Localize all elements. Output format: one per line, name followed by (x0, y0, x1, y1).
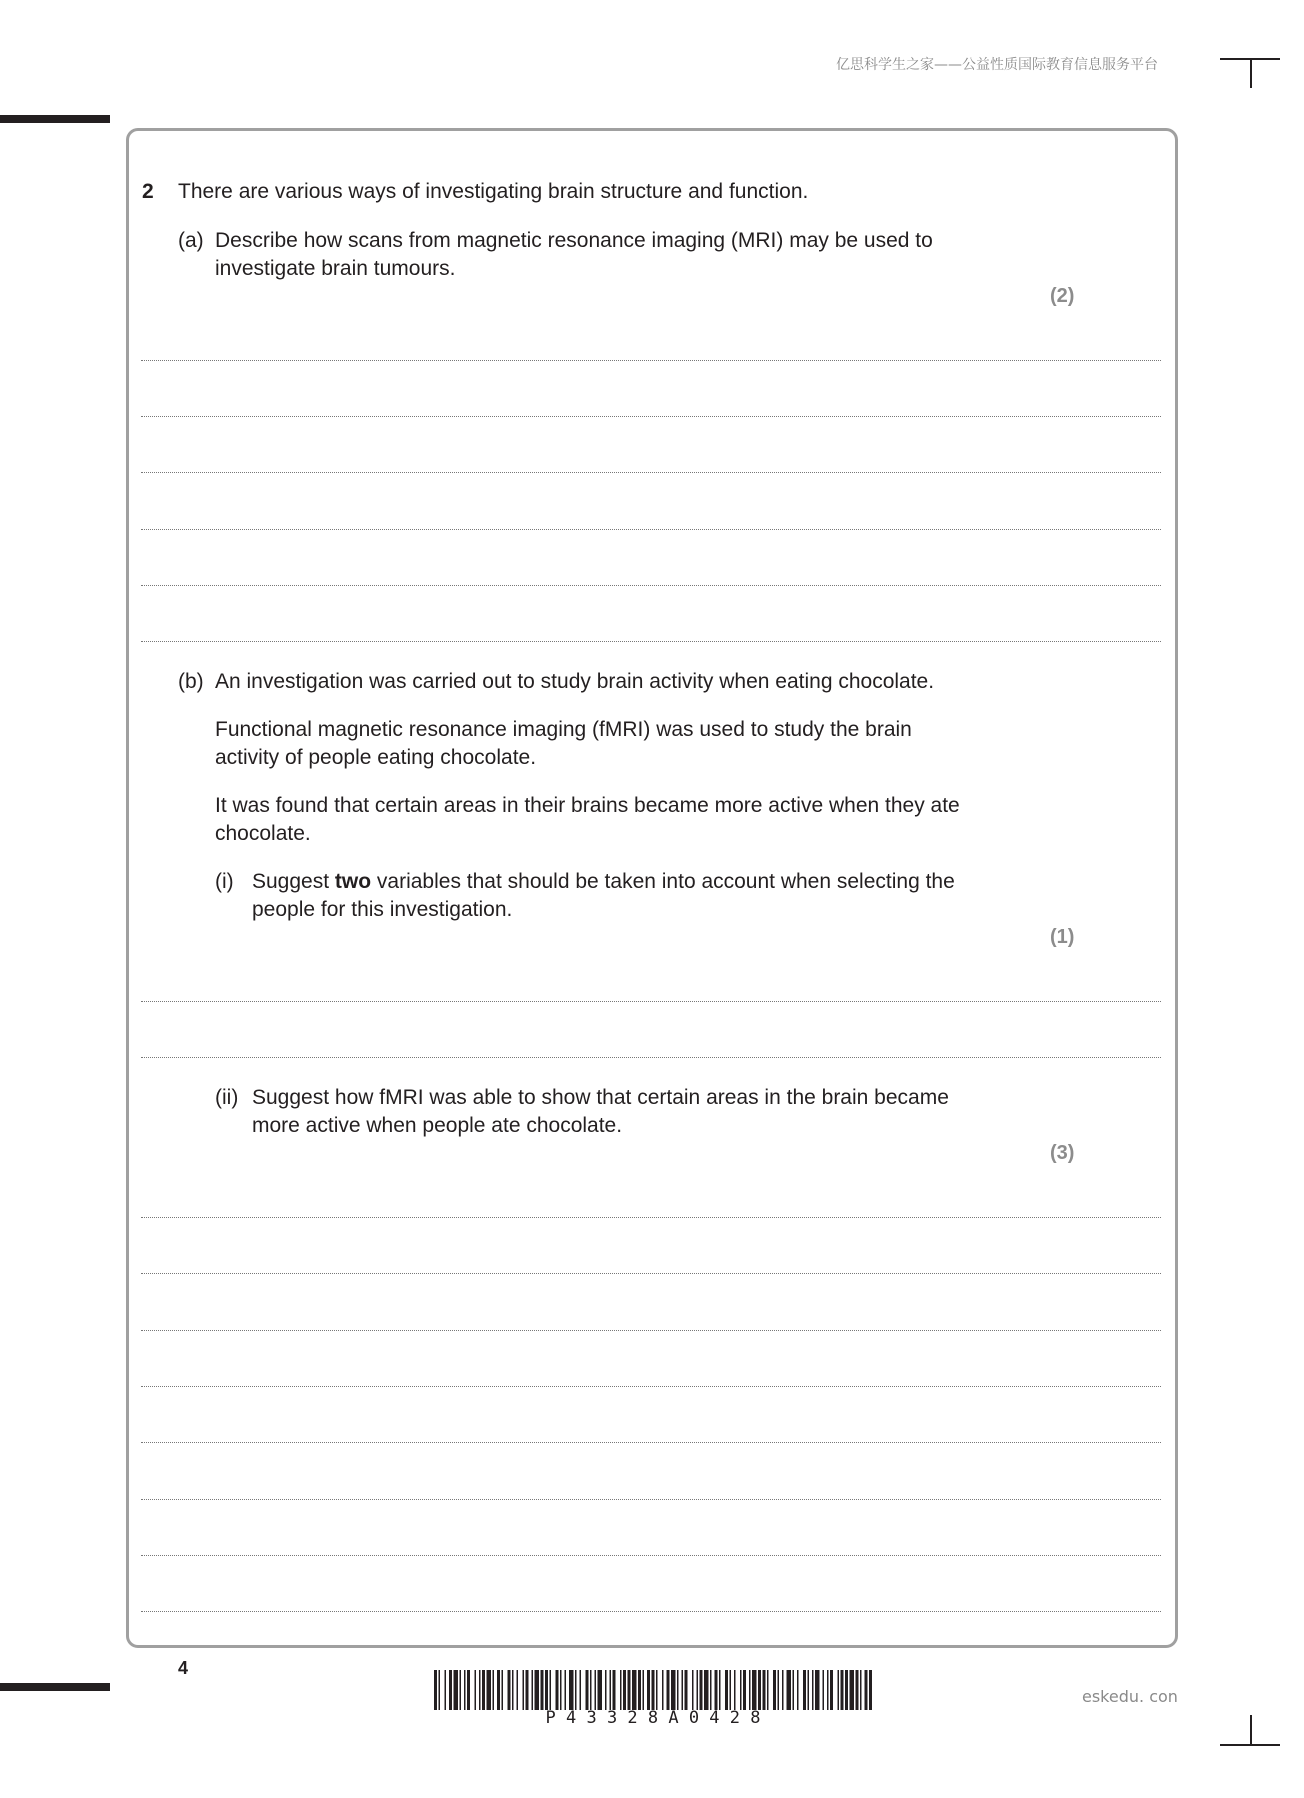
crop-mark-bottom-vertical (1250, 1715, 1252, 1745)
question-number: 2 (142, 180, 154, 203)
answer-line[interactable] (141, 585, 1161, 586)
part-a-marks: (2) (1050, 285, 1075, 307)
question-intro: There are various ways of investigating brain structure and function. (178, 180, 809, 203)
sub-i-text-bold: two (334, 870, 372, 893)
answer-line[interactable] (141, 641, 1161, 642)
part-b-para1-line1: Functional magnetic resonance imaging (fMRI) was used to study the brain (215, 718, 912, 741)
sub-ii-label: (ii) (215, 1086, 239, 1109)
part-a-line2: investigate brain tumours. (215, 257, 456, 280)
part-b-para2-line2: chocolate. (215, 822, 311, 845)
side-bar-top (0, 115, 110, 123)
part-b-para2-line1: It was found that certain areas in their brains became more active when they ate (215, 794, 960, 817)
answer-line[interactable] (141, 1217, 1161, 1218)
answer-line[interactable] (141, 1555, 1161, 1556)
side-bar-bottom (0, 1683, 110, 1691)
answer-line[interactable] (141, 1442, 1161, 1443)
answer-line[interactable] (141, 1330, 1161, 1331)
sub-ii-line1: Suggest how fMRI was able to show that certain areas in the brain became (252, 1086, 949, 1109)
answer-line[interactable] (141, 360, 1161, 361)
answer-line[interactable] (141, 529, 1161, 530)
sub-i-line2: people for this investigation. (252, 898, 513, 921)
sub-i-text-pre: Suggest (252, 870, 330, 893)
barcode-image (434, 1670, 872, 1710)
sub-i-line1 (252, 868, 955, 896)
sub-i-label: (i) (215, 870, 234, 893)
part-b-para1-line2: activity of people eating chocolate. (215, 746, 537, 769)
sub-i-text-post: variables that should be taken into account when selecting the (376, 870, 955, 893)
answer-line[interactable] (141, 1001, 1161, 1002)
part-b-line1: An investigation was carried out to study brain activity when eating chocolate. (215, 670, 935, 693)
crop-mark-top-vertical (1250, 58, 1252, 88)
answer-line[interactable] (141, 1386, 1161, 1387)
part-a-label: (a) (178, 229, 204, 252)
header-site-name: 亿思科学生之家——公益性质国际教育信息服务平台 (836, 57, 1158, 73)
page-number: 4 (178, 1658, 189, 1678)
sub-ii-marks: (3) (1050, 1142, 1075, 1164)
sub-i-marks: (1) (1050, 926, 1075, 948)
footer-site: eskedu. con (1082, 1687, 1178, 1706)
answer-line[interactable] (141, 1499, 1161, 1500)
answer-line[interactable] (141, 472, 1161, 473)
part-a-line1: Describe how scans from magnetic resonance imaging (MRI) may be used to (215, 229, 933, 252)
part-b-label: (b) (178, 670, 204, 693)
sub-ii-line2: more active when people ate chocolate. (252, 1114, 623, 1137)
answer-line[interactable] (141, 1273, 1161, 1274)
answer-line[interactable] (141, 1057, 1161, 1058)
barcode-number: P 4 3 3 2 8 A 0 4 2 8 (545, 1708, 761, 1728)
answer-line[interactable] (141, 416, 1161, 417)
answer-line[interactable] (141, 1611, 1161, 1612)
